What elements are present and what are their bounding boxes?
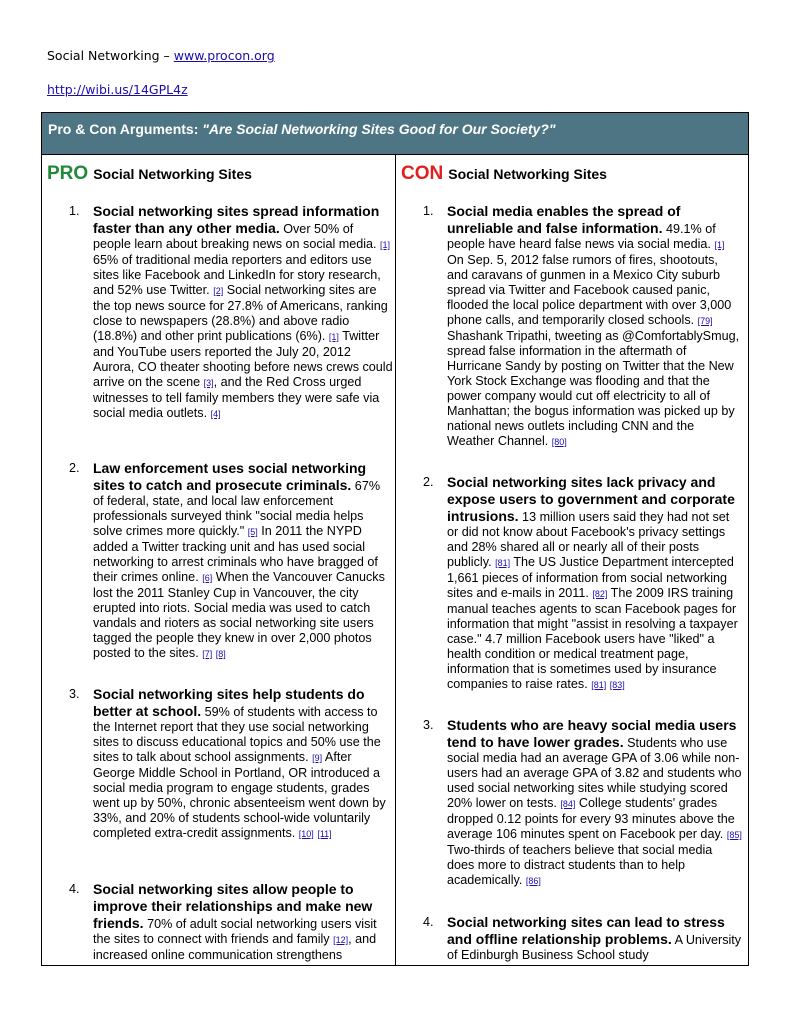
argument-heading: Social networking sites help students do better at school.	[93, 686, 365, 719]
argument-text: The US Justice Department intercepted 1,661 pieces of information from social networking sites and e-mails in 2011.	[447, 555, 734, 600]
citation-link[interactable]: [5]	[247, 527, 258, 537]
item-number: 4.	[69, 882, 80, 896]
argument-text: Twitter and YouTube users reported the July 20, 2012 Aurora, CO theater shooting before news crews could arrive on the scene	[93, 329, 393, 389]
argument-heading: Social networking sites allow people to improve their relationships and make new friends.	[93, 881, 373, 931]
pro-item-3	[69, 686, 393, 842]
pro-item-2	[69, 460, 393, 662]
item-number: 1.	[423, 204, 434, 218]
argument-text: In 2011 the NYPD added a Twitter tracking unit and has used social networking to arrest criminals who have bragged of their crimes online.	[93, 524, 378, 584]
argument-text: , and the Red Cross urged witnesses to tell family members they were safe via social media outlets.	[93, 375, 380, 420]
argument-text: Students who use social media had an average GPA of 3.06 while non-users had an average GPA of 3.82 and students who used social networking sites while studying scored 20% lower on tests.	[447, 736, 742, 810]
argument-text: Social networking sites are the top news source for 27.8% of Americans, ranking close to newspapers (28.8%) and above radio (18.8%) and other print publications (6%).	[93, 283, 388, 343]
pro-tag: PRO	[47, 163, 89, 184]
citation-link[interactable]: [82]	[592, 589, 608, 599]
citation-link[interactable]: [6]	[202, 573, 213, 583]
con-item-1	[423, 203, 742, 450]
item-number: 3.	[69, 687, 80, 701]
citation-link[interactable]: [85]	[726, 830, 742, 840]
item-number: 3.	[423, 718, 434, 732]
argument-heading: Social networking sites lack privacy and expose users to government and corporate intrusions.	[447, 474, 735, 524]
argument-text: Shashank Tripathi, tweeting as @ComfortablySmug, spread false information in the aftermath of Hurricane Sandy by posting on Twitter that the New York Stock Exchange was flooding and that the power company would cut off electricity to all of Manhattan; the bogus information was picked up by national news outlets including CNN and the Weather Channel.	[447, 329, 740, 448]
argument-text: The 2009 IRS training manual teaches agents to scan Facebook pages for information that might "assist in resolving a taxpayer case." 4.7 million Facebook users have "liked" a health condition or medical treatment page, information that is sometimes used by insurance companies to raise rates.	[447, 586, 738, 691]
banner-question: "Are Social Networking Sites Good for Our Society?"	[202, 121, 556, 137]
procon-link[interactable]: www.procon.org	[173, 48, 275, 63]
citation-link[interactable]: [4]	[210, 409, 221, 419]
con-heading	[401, 163, 607, 185]
con-label: Social Networking Sites	[448, 166, 607, 182]
argument-text: College students' grades dropped 0.12 points for every 93 minutes above the average 106 minutes spent on Facebook per day.	[447, 796, 735, 841]
citation-link[interactable]: [8]	[215, 649, 226, 659]
argument-text: On Sep. 5, 2012 false rumors of fires, shootouts, and caravans of gunmen in a Mexico City suburb spread via Twitter and Facebook caused panic, flooded the local police department with over 3,000 phone calls, and temporarily closed schools.	[447, 253, 732, 327]
argument-text: When the Vancouver Canucks lost the 2011 Stanley Cup in Vancouver, the city erupted into riots. Social media was used to catch vandals and rioters as social networking site users tagged the people they knew in over 2,000 photos posted to the sites.	[93, 570, 385, 660]
argument-text: 59% of students with access to the Internet report that they use social networking sites to discuss educational topics and 50% use the sites to talk about school assignments.	[93, 705, 381, 764]
citation-link[interactable]: [9]	[312, 753, 323, 763]
citation-link[interactable]: [12]	[333, 935, 349, 945]
citation-link[interactable]: [84]	[560, 799, 576, 809]
argument-text: A University of Edinburgh Business School study	[447, 933, 742, 962]
banner-prefix: Pro & Con Arguments:	[48, 121, 203, 137]
pro-label: Social Networking Sites	[93, 166, 252, 182]
header-title: Social Networking –	[47, 48, 174, 63]
con-item-4	[423, 914, 742, 963]
citation-link[interactable]: [3]	[203, 378, 214, 388]
arguments-table	[41, 112, 749, 966]
item-number: 2.	[423, 475, 434, 489]
citation-link[interactable]: [10]	[298, 829, 314, 839]
citation-link[interactable]: [11]	[317, 829, 332, 839]
argument-heading: Social media enables the spread of unreliable and false information.	[447, 203, 681, 236]
citation-link[interactable]: [83]	[609, 680, 625, 690]
argument-text: Over 50% of people learn about breaking news on social media.	[93, 222, 381, 251]
citation-link[interactable]: [1]	[714, 240, 725, 250]
argument-text: 65% of traditional media reporters and editors use sites like Facebook and LinkedIn for story research, and 52% use Twitter.	[93, 253, 381, 297]
item-number: 1.	[69, 204, 80, 218]
argument-text: After George Middle School in Portland, OR introduced a social media program to engage students, grades went up by 50%, chronic absenteeism went down by 33%, and 20% of students school-wide voluntarily completed extra-credit assignments.	[93, 750, 386, 840]
con-item-3	[423, 717, 742, 889]
citation-link[interactable]: [1]	[380, 240, 391, 250]
argument-heading: Social networking sites can lead to stress and offline relationship problems.	[447, 914, 725, 947]
wibi-link[interactable]: http://wibi.us/14GPL4z	[47, 82, 188, 97]
pro-item-4	[69, 881, 393, 963]
header-line-2	[47, 82, 188, 97]
citation-link[interactable]: [79]	[697, 316, 713, 326]
citation-link[interactable]: [81]	[591, 680, 607, 690]
citation-link[interactable]: [1]	[328, 332, 339, 342]
argument-heading: Law enforcement uses social networking sites to catch and prosecute criminals.	[93, 460, 367, 493]
argument-text: Two-thirds of teachers believe that social media does more to distract students than to help academically.	[447, 843, 713, 887]
con-item-2	[423, 474, 742, 693]
header-line-1	[47, 48, 275, 63]
argument-heading: Social networking sites spread information faster than any other media.	[93, 203, 380, 236]
argument-text: 13 million users said they had not set or did not know about Facebook's privacy settings and 28% shared all or nearly all of their posts publicly.	[447, 510, 730, 569]
item-number: 2.	[69, 461, 80, 475]
argument-text: 67% of federal, state, and local law enforcement professionals surveyed think "social media helps solve crimes more quickly."	[93, 479, 381, 538]
citation-link[interactable]: [80]	[551, 437, 567, 447]
citation-link[interactable]: [86]	[525, 876, 541, 886]
argument-text: 49.1% of people have heard false news via social media.	[447, 222, 716, 251]
citation-link[interactable]: [7]	[202, 649, 213, 659]
argument-text: 70% of adult social networking users visit the sites to connect with friends and family	[93, 917, 377, 946]
pro-column	[42, 155, 396, 965]
con-column	[396, 155, 748, 965]
table-banner	[42, 113, 748, 155]
con-tag: CON	[401, 163, 444, 184]
citation-link[interactable]: [2]	[213, 286, 224, 296]
argument-heading: Students who are heavy social media users tend to have lower grades.	[447, 717, 737, 750]
citation-link[interactable]: [81]	[495, 558, 511, 568]
argument-text: , and increased online communication strengthens	[93, 932, 377, 962]
pro-heading	[47, 163, 252, 185]
pro-item-1	[69, 203, 393, 422]
item-number: 4.	[423, 915, 434, 929]
